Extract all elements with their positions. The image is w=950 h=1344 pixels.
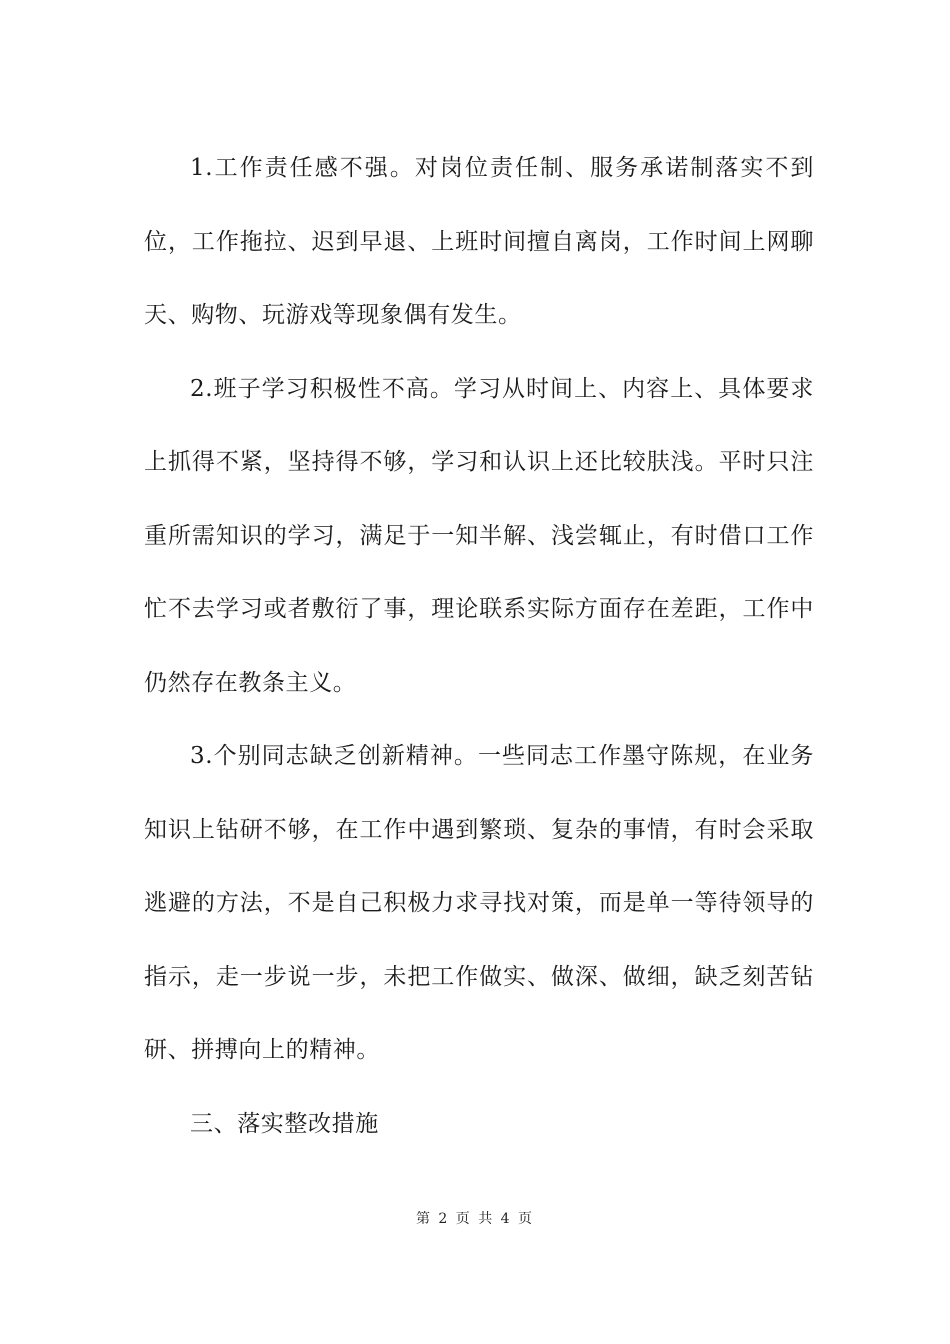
paragraph-2: 2.班子学习积极性不高。学习从时间上、内容上、具体要求上抓得不紧，坚持得不够，学习和认识上还比较肤浅。平时只注重所需知识的学习，满足于一知半解、浅尝辄止，有时借口工作忙不去学习或者敷衍了事，理论联系实际方面存在差距，工作中仍然存在教条主义。 <box>144 375 814 696</box>
page-footer <box>0 1208 950 1228</box>
document-body <box>144 132 814 1161</box>
paragraph-3: 3.个别同志缺乏创新精神。一些同志工作墨守陈规，在业务知识上钻研不够，在工作中遇到繁琐、复杂的事情，有时会采取逃避的方法，不是自己积极力求寻找对策，而是单一等待领导的指示，走一步说一步，未把工作做实、做深、做细，缺乏刻苦钻研、拼搏向上的精神。 <box>144 743 814 1063</box>
paragraph-1: 1.工作责任感不强。对岗位责任制、服务承诺制落实不到位，工作拖拉、迟到早退、上班时间擅自离岗，工作时间上网聊天、购物、玩游戏等现象偶有发生。 <box>144 155 814 328</box>
page-number-label: 第 2 页 共 4 页 <box>415 1211 535 1227</box>
section-heading: 三、落实整改措施 <box>190 1110 379 1137</box>
